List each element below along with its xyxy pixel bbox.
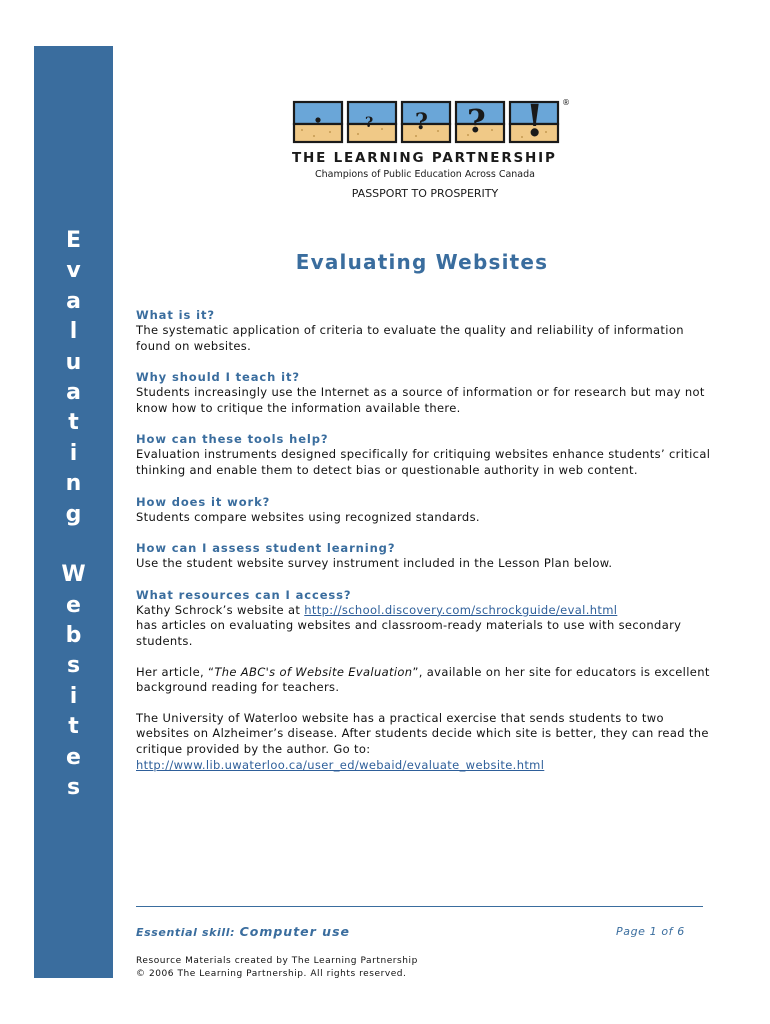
vertical-letter: e xyxy=(66,744,81,770)
vertical-title xyxy=(34,226,113,803)
faq-section xyxy=(136,307,716,354)
page-number: Page 1 of 6 xyxy=(616,925,685,938)
waterloo-link[interactable]: http://www.lib.uwaterloo.ca/user_ed/webaid/evaluate_website.html xyxy=(136,757,545,772)
vertical-letter: W xyxy=(61,562,86,588)
section-question: Why should I teach it? xyxy=(136,370,300,385)
credit-line: Resource Materials created by The Learning Partnership xyxy=(136,956,418,966)
essential-skill xyxy=(136,924,350,939)
section-answer: Students increasingly use the Internet as a source of information or for research but may not know how to critique the information available there. xyxy=(136,385,705,415)
document-body xyxy=(136,307,716,788)
vertical-letter: e xyxy=(66,592,81,618)
svg-text:!: ! xyxy=(525,96,545,147)
vertical-letter: n xyxy=(65,471,82,497)
skill-label: Essential skill: xyxy=(136,926,240,939)
vertical-letter: t xyxy=(68,410,79,436)
article-title: The ABC's of Website Evaluation xyxy=(214,664,413,679)
vertical-letter: i xyxy=(69,440,78,466)
section-answer: Evaluation instruments designed specifically for critiquing websites enhance students’ critical thinking and enable them to detect bias or questionable authority in web content. xyxy=(136,447,711,477)
page-title: Evaluating Websites xyxy=(295,250,549,274)
resources-paragraph-waterloo xyxy=(136,711,716,773)
faq-section xyxy=(136,431,716,478)
vertical-letter: i xyxy=(69,683,78,709)
section-question: How does it work? xyxy=(136,494,271,509)
vertical-spacer xyxy=(34,530,113,560)
faq-section xyxy=(136,369,716,416)
section-answer: The systematic application of criteria to evaluate the quality and reliability of information found on websites. xyxy=(136,323,684,353)
faq-section xyxy=(136,494,716,526)
vertical-letter: t xyxy=(68,714,79,740)
footer-credit xyxy=(136,955,418,981)
resources-paragraph-schrock xyxy=(136,603,716,650)
skill-value: Computer use xyxy=(239,924,350,939)
vertical-letter: s xyxy=(66,775,81,801)
resources-text: has articles on evaluating websites and classroom-ready materials to use with secondary students. xyxy=(136,618,682,648)
vertical-letter: b xyxy=(65,623,82,649)
svg-text:?: ? xyxy=(415,109,428,135)
resources-section xyxy=(136,587,716,773)
section-question: How can these tools help? xyxy=(136,432,329,447)
copyright-line: © 2006 The Learning Partnership. All rights reserved. xyxy=(136,969,407,979)
vertical-letter: u xyxy=(65,349,82,375)
section-question: What is it? xyxy=(136,308,215,322)
logo-graphic xyxy=(292,96,574,150)
section-answer: Students compare websites using recognized standards. xyxy=(136,509,480,524)
resources-text: Kathy Schrock’s website at xyxy=(136,602,305,617)
vertical-letter: g xyxy=(65,501,82,527)
vertical-letter: v xyxy=(66,258,81,284)
svg-text:?: ? xyxy=(365,115,374,131)
section-answer: Use the student website survey instrument included in the Lesson Plan below. xyxy=(136,556,613,571)
svg-text:?: ? xyxy=(467,102,486,140)
resources-paragraph-article xyxy=(136,665,716,696)
footer-divider xyxy=(136,906,703,907)
vertical-letter: s xyxy=(66,653,81,679)
schrock-link[interactable]: http://school.discovery.com/schrockguide/eval.html xyxy=(304,602,618,617)
vertical-letter: E xyxy=(65,228,82,253)
section-question: How can I assess student learning? xyxy=(136,541,396,556)
vertical-letter: a xyxy=(66,288,81,314)
learning-partnership-logo xyxy=(292,96,574,204)
logo-passport: PASSPORT TO PROSPERITY xyxy=(351,187,499,200)
vertical-letter: a xyxy=(66,379,81,405)
logo-title: THE LEARNING PARTNERSHIP xyxy=(292,150,557,166)
sidebar-banner xyxy=(34,46,113,978)
registered-mark: ® xyxy=(562,98,570,107)
logo-tagline: Champions of Public Education Across Canada xyxy=(315,169,535,180)
resources-text: The University of Waterloo website has a practical exercise that sends students to two websites on Alzheimer’s disease. After students decide which site is better, they can read the critique provided by the author. Go to: xyxy=(136,710,709,756)
section-question: What resources can I access? xyxy=(136,587,352,602)
resources-text: Her article, “ xyxy=(136,664,215,679)
resources-text: ”, available on her site for educators is excellent background reading for teachers. xyxy=(136,664,710,695)
faq-section xyxy=(136,540,716,572)
vertical-letter: l xyxy=(69,319,78,345)
